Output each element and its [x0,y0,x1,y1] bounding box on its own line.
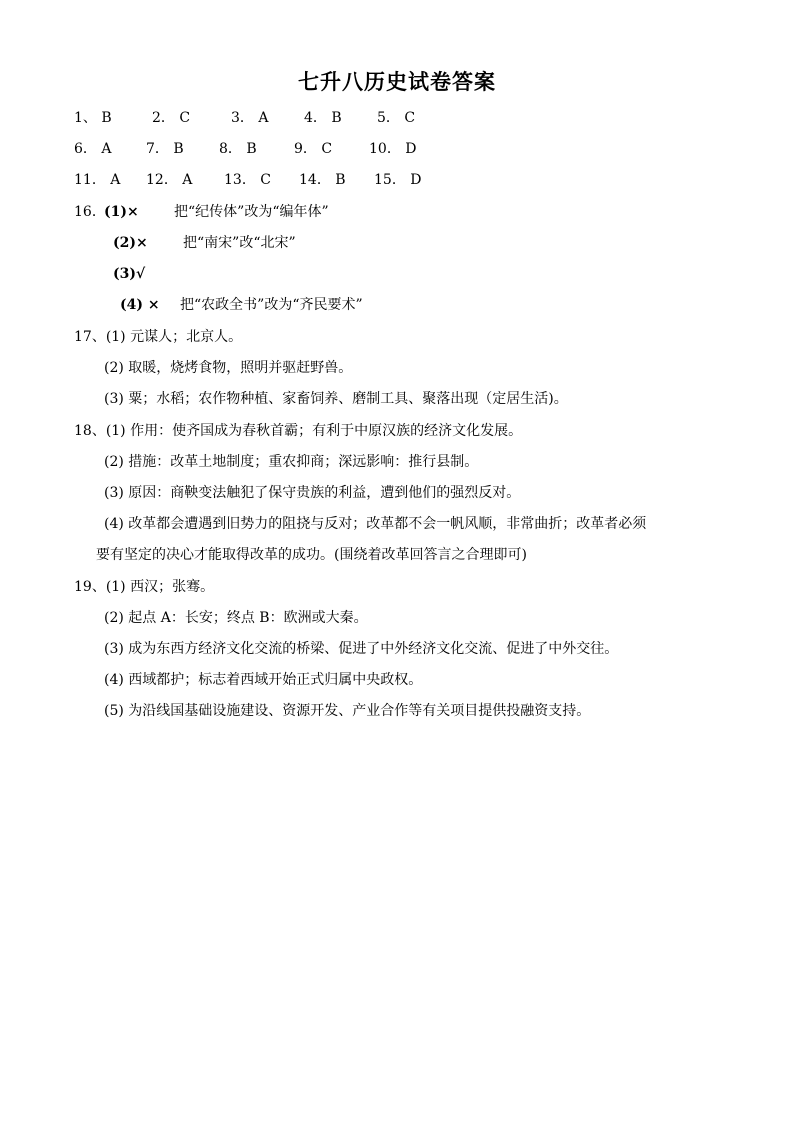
q16-text-4: 把“农政全书”改为“齐民要术” [180,297,363,313]
mc-answer: 6． A [74,141,112,157]
mc-answer: 4． B [304,110,342,126]
q19-line-2: (2) 起点 A：长安；终点 B：欧洲或大秦。 [104,610,368,626]
q16-label: 16． [74,204,106,220]
q18-line-3: (3) 原因：商鞅变法触犯了保守贵族的利益，遭到他们的强烈反对。 [104,485,521,501]
q17-line-2: (2) 取暖，烧烤食物，照明并驱赶野兽。 [104,360,353,376]
q16-mark-4: (4) × [120,297,160,313]
q19-line-4: (4) 西域都护；标志着西域开始正式归属中央政权。 [104,672,423,688]
mc-answer: 11． A [74,172,121,188]
mc-answer: 12． A [146,172,193,188]
q18-line-5: 要有坚定的决心才能取得改革的成功。(围绕着改革回答言之合理即可) [96,547,527,563]
q18-line-2: (2) 措施：改革土地制度；重农抑商；深远影响：推行县制。 [104,454,479,470]
q17-line-1: 17、(1) 元谋人；北京人。 [74,329,243,345]
q16-mark-2: (2)× [113,235,148,251]
q19-line-3: (3) 成为东西方经济文化交流的桥梁、促进了中外经济文化交流、促进了中外交往。 [104,641,619,657]
q17-line-3: (3) 粟；水稻；农作物种植、家畜饲养、磨制工具、聚落出现（定居生活)。 [104,391,568,407]
q16-text-1: 把“纪传体”改为“编年体” [174,204,329,220]
q18-line-4: (4) 改革都会遭遇到旧势力的阻挠与反对；改革都不会一帆风顺，非常曲折；改革者必须 [104,516,647,532]
q18-line-1: 18、(1) 作用：使齐国成为春秋首霸；有利于中原汉族的经济文化发展。 [74,423,523,439]
q16-mark-3: (3)√ [113,266,146,282]
mc-answer: 15． D [374,172,422,188]
mc-answer: 9． C [294,141,333,157]
q16-mark-1: (1)× [104,204,139,220]
q19-line-1: 19、(1) 西汉；张骞。 [74,579,215,595]
mc-answer: 13． C [224,172,271,188]
mc-answer: 2． C [152,110,191,126]
mc-answer: 7． B [146,141,184,157]
mc-row-1 [74,108,437,128]
q19-line-5: (5) 为沿线国基础设施建设、资源开发、产业合作等有关项目提供投融资支持。 [104,703,591,719]
mc-answer: 10． D [369,141,417,157]
page-title: 七升八历史试卷答案 [298,70,496,94]
mc-row-2 [74,139,429,159]
mc-answer: 1、 B [74,110,112,126]
mc-answer: 8． B [219,141,257,157]
mc-answer: 5． C [377,110,416,126]
q16-text-2: 把“南宋”改“北宋” [183,235,296,251]
mc-answer: 14． B [299,172,346,188]
mc-answer: 3． A [231,110,269,126]
mc-row-3 [74,170,434,190]
